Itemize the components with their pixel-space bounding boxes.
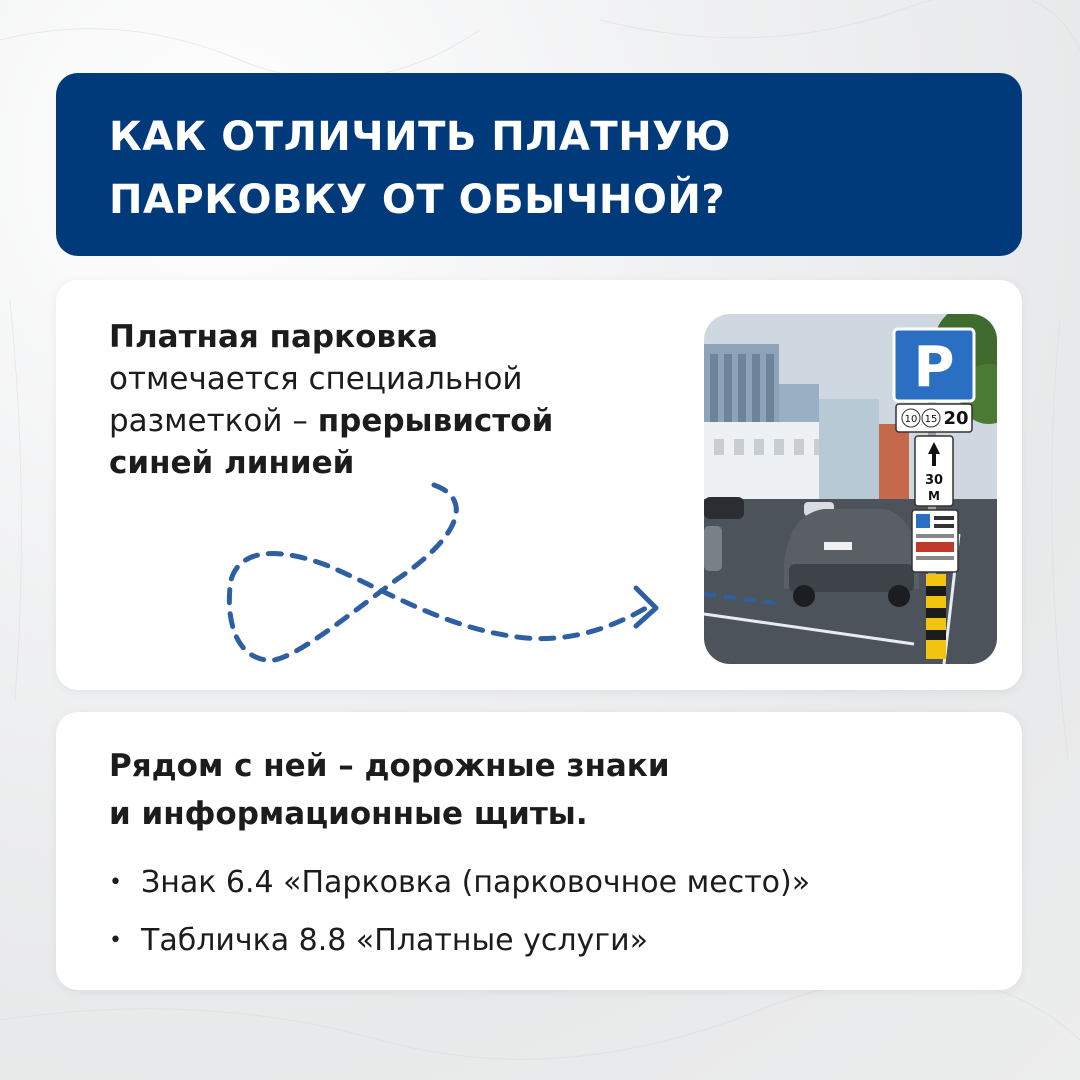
road-signs-heading [109,742,670,838]
sign-distance: 30 [924,473,944,488]
list-item [109,912,810,970]
bullet-icon: • [109,870,122,895]
page-title [109,106,731,232]
price-15: 15 [924,414,938,425]
parking-photo [704,314,997,664]
description-line-3-bold: прерывистой [317,403,554,439]
title-line-1: КАК ОТЛИЧИТЬ ПЛАТНУЮ [109,114,731,160]
description-line-4: синей линией [109,445,355,481]
road-signs-heading-line-1: Рядом с ней – дорожные знаки [109,748,670,784]
paid-parking-label: Платная парковка [109,319,439,355]
description-line-2: отмечается специальной [109,361,523,397]
list-item-text: Знак 6.4 «Парковка (парковочное место)» [141,865,811,900]
list-item [109,854,810,912]
description-line-3-regular: разметкой – [109,403,318,439]
price-10: 10 [904,414,918,425]
title-banner [56,73,1022,256]
title-line-2: ПАРКОВКУ ОТ ОБЫЧНОЙ? [109,177,726,223]
signs-list [109,854,810,970]
parking-sign-letter: P [913,335,955,400]
road-signs-card [56,712,1022,990]
road-signs-heading-line-2: и информационные щиты. [109,796,588,832]
list-item-text: Табличка 8.8 «Платные услуги» [141,923,648,958]
sign-distance-unit: М [928,489,940,503]
paid-parking-card [56,280,1022,690]
price-20: 20 [943,408,969,429]
bullet-icon: • [109,928,122,953]
